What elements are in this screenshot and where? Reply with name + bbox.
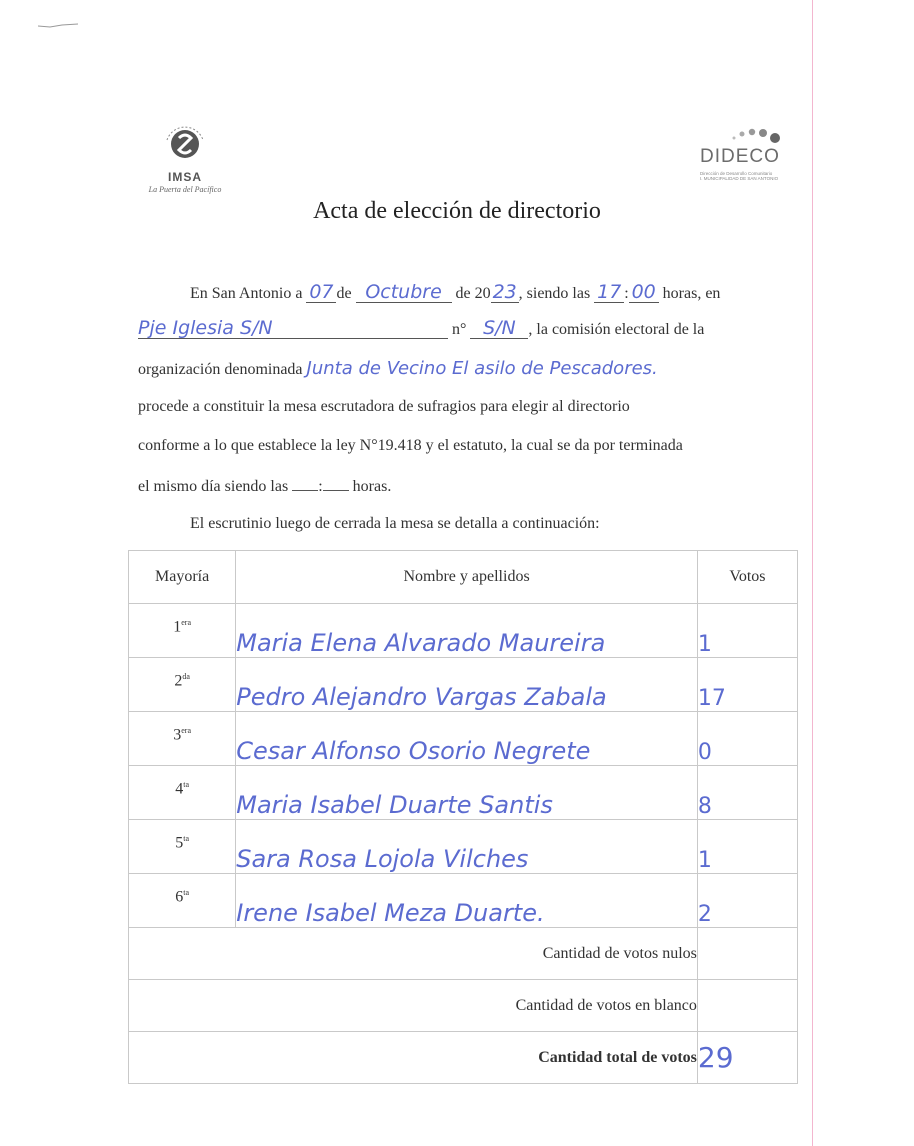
- day-field: 07: [306, 282, 336, 303]
- organization-field: Junta de Vecino El asilo de Pescadores.: [306, 358, 658, 379]
- table-row: [129, 712, 798, 766]
- rank-label: $6^{ta}$: [175, 888, 189, 906]
- blank-votes-row: [129, 980, 798, 1032]
- candidate-votes: 1: [697, 820, 797, 874]
- end-minute-blank: [323, 476, 349, 491]
- candidate-votes: 0: [697, 712, 797, 766]
- candidate-name: Pedro Alejandro Vargas Zabala: [236, 658, 698, 712]
- end-hour-blank: [292, 476, 318, 491]
- imsa-logo: [140, 118, 230, 193]
- null-votes-value: [697, 928, 797, 980]
- table-row: [129, 820, 798, 874]
- header-votes: Votos: [697, 551, 797, 604]
- table-row: [129, 874, 798, 928]
- address-field: Pje Iglesia S/N: [138, 318, 448, 339]
- dideco-logo: [700, 124, 792, 186]
- page-title: Acta de elección de directorio: [313, 198, 601, 224]
- blank-votes-label: Cantidad de votos en blanco: [129, 980, 698, 1032]
- paragraph-line-1: En San Antonio a 07 de Octubre de 20 23 , siendo las 17 : 00 horas, en: [190, 281, 721, 303]
- paragraph-line-2: Pje Iglesia S/N n° S/N , la comisión electoral de la: [138, 317, 705, 339]
- rank-label: $5^{ta}$: [175, 834, 189, 852]
- candidate-votes: 1: [697, 604, 797, 658]
- dideco-name: DIDECO: [700, 146, 780, 167]
- candidate-votes: 2: [697, 874, 797, 928]
- results-table: [128, 550, 798, 1084]
- minute-field: 00: [629, 282, 659, 303]
- number-field: S/N: [470, 318, 528, 339]
- dideco-subtitle: Dirección de Desarrollo Comunitario I. MUNICIPALIDAD DE SAN ANTONIO: [700, 171, 779, 181]
- header-rank: Mayoría: [129, 551, 236, 604]
- candidate-name: Cesar Alfonso Osorio Negrete: [236, 712, 698, 766]
- candidate-name: Maria Elena Alvarado Maureira: [236, 604, 698, 658]
- rank-label: $2^{da}$: [174, 672, 190, 690]
- candidate-name: Maria Isabel Duarte Santis: [236, 766, 698, 820]
- null-votes-label: Cantidad de votos nulos: [129, 928, 698, 980]
- imsa-name: IMSA: [168, 170, 202, 184]
- paragraph-line-4: procede a constituir la mesa escrutadora de sufragios para elegir al directorio: [138, 398, 630, 415]
- paragraph-line-5: conforme a lo que establece la ley N°19.418 y el estatuto, la cual se da por terminada: [138, 437, 683, 454]
- table-header-row: [129, 551, 798, 604]
- null-votes-row: [129, 928, 798, 980]
- imsa-slogan: La Puerta del Pacífico: [148, 185, 222, 194]
- candidate-votes: 8: [697, 766, 797, 820]
- table-row: [129, 766, 798, 820]
- hour-field: 17: [594, 282, 624, 303]
- candidate-name: Irene Isabel Meza Duarte.: [236, 874, 698, 928]
- rank-label: $4^{ta}$: [175, 780, 189, 798]
- dideco-dots-icon: [728, 124, 788, 146]
- blank-votes-value: [697, 980, 797, 1032]
- header-name: Nombre y apellidos: [236, 551, 698, 604]
- rank-label: $1^{era}$: [173, 618, 191, 636]
- paragraph-line-6: el mismo día siendo las : horas.: [138, 478, 392, 495]
- table-row: [129, 658, 798, 712]
- table-row: [129, 604, 798, 658]
- total-votes-row: [129, 1032, 798, 1084]
- candidate-name: Sara Rosa Lojola Vilches: [236, 820, 698, 874]
- month-field: Octubre: [356, 282, 452, 303]
- page-edge-line: [812, 0, 813, 1146]
- imsa-emblem-icon: [159, 118, 211, 170]
- paragraph-line-3: organización denominada Junta de Vecino El asilo de Pescadores.: [138, 358, 658, 379]
- total-votes-label: Cantidad total de votos: [129, 1032, 698, 1084]
- candidate-votes: 17: [697, 658, 797, 712]
- scan-mark: [38, 20, 78, 30]
- total-votes-value: 29: [697, 1032, 797, 1084]
- paragraph-line-7: El escrutinio luego de cerrada la mesa se detalla a continuación:: [190, 515, 600, 532]
- rank-label: $3^{era}$: [173, 726, 191, 744]
- year-field: 23: [492, 281, 517, 303]
